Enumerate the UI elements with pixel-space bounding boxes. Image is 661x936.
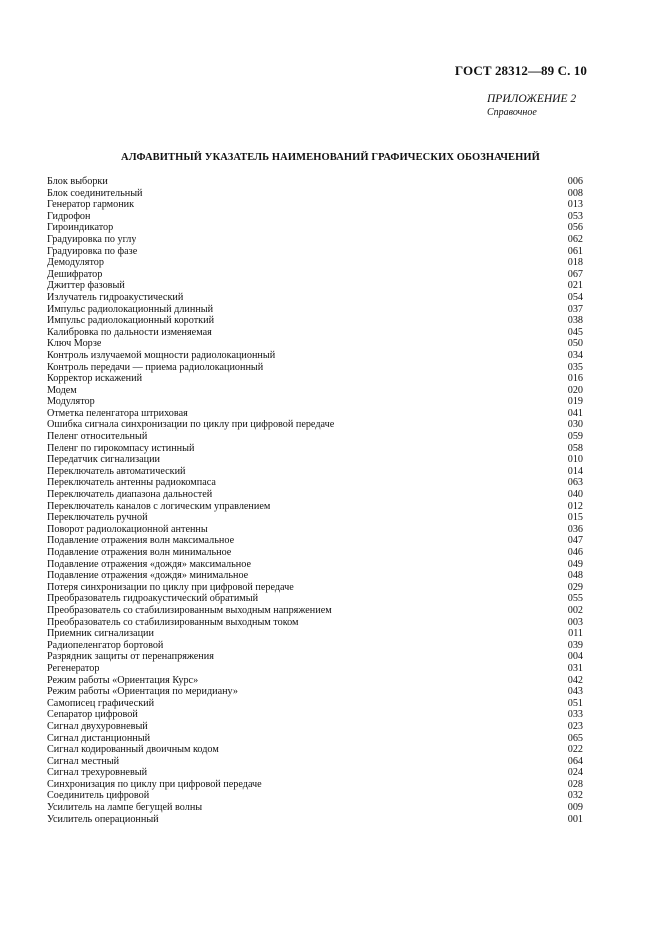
index-entry-name: Модем xyxy=(47,384,77,396)
index-entry-code: 050 xyxy=(567,338,583,350)
index-entry-code: 023 xyxy=(567,720,583,732)
index-entry-name: Градуировка по углу xyxy=(47,233,137,245)
index-entry-code: 020 xyxy=(567,384,583,396)
index-entry-code: 048 xyxy=(567,570,583,582)
index-entry-code: 015 xyxy=(567,512,583,524)
index-entry xyxy=(47,663,583,675)
index-entry-code: 041 xyxy=(567,407,583,419)
index-entry xyxy=(47,477,583,489)
index-entry-code: 011 xyxy=(568,628,583,640)
index-entry-code: 046 xyxy=(567,547,583,558)
index-entry xyxy=(47,466,583,478)
index-entry-code: 065 xyxy=(567,732,583,744)
index-entry xyxy=(47,512,583,524)
index-entry-code: 016 xyxy=(567,373,583,385)
index-entry xyxy=(47,489,583,501)
index-entry-code: 022 xyxy=(567,744,583,756)
index-entry xyxy=(47,802,583,814)
index-entry xyxy=(47,176,583,188)
index-entry xyxy=(47,257,583,269)
index-entry-name: Разрядник защиты от перенапряжения xyxy=(47,651,214,663)
index-entry-name: Контроль излучаемой мощности радиолокационный xyxy=(47,349,276,361)
index-entry-name: Сигнал кодированный двоичным кодом xyxy=(47,744,219,756)
index-entry-name: Генератор гармоник xyxy=(47,199,135,211)
index-entry xyxy=(47,767,583,779)
index-entry-name: Подавление отражения волн максимальное xyxy=(47,535,235,547)
index-entry-code: 051 xyxy=(567,697,583,709)
index-entry xyxy=(47,617,583,629)
index-entry-name: Усилитель операционный xyxy=(47,813,159,825)
index-entry xyxy=(47,292,583,304)
index-entry-code: 010 xyxy=(567,454,583,466)
index-entry-name: Синхронизация по циклу при цифровой передаче xyxy=(47,778,262,790)
appendix-type: Справочное xyxy=(487,107,537,118)
index-entry-name: Сепаратор цифровой xyxy=(47,709,138,721)
index-entry xyxy=(47,222,583,234)
index-entry-name: Калибровка по дальности изменяемая xyxy=(47,326,212,338)
index-entry-name: Потеря синхронизации по циклу при цифровой передаче xyxy=(47,581,294,593)
index-entry-code: 038 xyxy=(567,315,583,327)
index-entry-name: Джиттер фазовый xyxy=(47,280,125,292)
index-entry-name: Сигнал дистанционный xyxy=(47,732,151,744)
index-entry xyxy=(47,431,583,443)
alphabetical-index-list xyxy=(47,176,583,825)
index-entry xyxy=(47,686,583,698)
index-entry xyxy=(47,675,583,687)
index-entry-name: Регенератор xyxy=(47,662,100,674)
index-entry-name: Преобразователь со стабилизированным выходным током xyxy=(47,616,299,628)
index-entry-code: 029 xyxy=(567,581,583,593)
index-entry-name: Пеленг по гирокомпасу истинный xyxy=(47,442,195,454)
index-entry-name: Переключатель каналов с логическим управлением xyxy=(47,500,271,512)
index-entry-name: Ошибка сигнала синхронизации по циклу при цифровой передаче xyxy=(47,419,335,431)
index-entry xyxy=(47,373,583,385)
index-entry-code: 053 xyxy=(567,210,583,222)
document-title: АЛФАВИТНЫЙ УКАЗАТЕЛЬ НАИМЕНОВАНИЙ ГРАФИЧЕСКИХ ОБОЗНАЧЕНИЙ xyxy=(121,152,540,163)
index-entry-code: 054 xyxy=(567,291,583,303)
index-entry-code: 059 xyxy=(567,431,583,443)
index-entry-name: Корректор искажений xyxy=(47,373,143,385)
index-entry-code: 001 xyxy=(567,813,583,825)
index-entry xyxy=(47,582,583,594)
index-entry xyxy=(47,211,583,223)
page-header-standard: ГОСТ 28312—89 С. 10 xyxy=(454,63,587,78)
index-entry-code: 045 xyxy=(567,326,583,338)
index-entry xyxy=(47,605,583,617)
index-entry xyxy=(47,790,583,802)
index-entry-name: Демодулятор xyxy=(47,257,104,269)
index-entry xyxy=(47,628,583,640)
index-entry xyxy=(47,640,583,652)
index-entry-name: Сигнал двухуровневый xyxy=(47,720,148,732)
index-entry-code: 006 xyxy=(567,176,583,187)
index-entry-code: 043 xyxy=(567,686,583,698)
index-entry-name: Сигнал трехуровневый xyxy=(47,767,148,779)
index-entry-code: 009 xyxy=(567,802,583,814)
index-entry xyxy=(47,246,583,258)
index-entry-code: 037 xyxy=(567,303,583,315)
index-entry-code: 067 xyxy=(567,268,583,280)
index-entry xyxy=(47,733,583,745)
index-entry-code: 019 xyxy=(567,396,583,408)
index-entry-name: Градуировка по фазе xyxy=(47,245,138,257)
index-entry xyxy=(47,814,583,826)
index-entry xyxy=(47,744,583,756)
index-entry xyxy=(47,570,583,582)
index-entry-name: Самописец графический xyxy=(47,697,155,709)
index-entry-name: Подавление отражения «дождя» минимальное xyxy=(47,570,249,582)
index-entry-code: 058 xyxy=(567,442,583,454)
index-entry-name: Подавление отражения «дождя» максимальное xyxy=(47,558,251,570)
index-entry-name: Радиопеленгатор бортовой xyxy=(47,639,164,651)
index-entry-code: 047 xyxy=(567,535,583,547)
index-entry-code: 039 xyxy=(567,639,583,651)
index-entry xyxy=(47,535,583,547)
index-entry-name: Дешифратор xyxy=(47,268,103,280)
index-entry xyxy=(47,559,583,571)
index-entry-name: Отметка пеленгатора штриховая xyxy=(47,407,188,419)
index-entry-name: Переключатель ручной xyxy=(47,512,148,524)
index-entry xyxy=(47,396,583,408)
index-entry-code: 042 xyxy=(567,674,583,686)
index-entry xyxy=(47,188,583,200)
index-entry-name: Переключатель диапазона дальностей xyxy=(47,489,213,501)
index-entry-code: 030 xyxy=(567,419,583,431)
index-entry-code: 024 xyxy=(567,767,583,779)
index-entry xyxy=(47,443,583,455)
index-entry xyxy=(47,593,583,605)
index-entry xyxy=(47,234,583,246)
index-entry-code: 018 xyxy=(567,257,583,269)
index-entry-name: Контроль передачи — приема радиолокационный xyxy=(47,361,264,373)
index-entry-code: 049 xyxy=(567,558,583,570)
index-entry xyxy=(47,524,583,536)
index-entry-code: 040 xyxy=(567,489,583,501)
index-entry-name: Ключ Морзе xyxy=(47,338,102,350)
index-entry-code: 014 xyxy=(567,465,583,477)
index-entry xyxy=(47,315,583,327)
index-entry-code: 056 xyxy=(567,222,583,234)
index-entry-code: 061 xyxy=(567,245,583,257)
index-entry xyxy=(47,721,583,733)
index-entry-code: 055 xyxy=(567,593,583,605)
index-entry-name: Излучатель гидроакустический xyxy=(47,291,184,303)
index-entry-name: Приемник сигнализации xyxy=(47,628,154,640)
index-entry-name: Передатчик сигнализации xyxy=(47,454,160,466)
index-entry xyxy=(47,327,583,339)
index-entry xyxy=(47,698,583,710)
index-entry-code: 012 xyxy=(567,500,583,512)
index-entry-name: Поворот радиолокационной антенны xyxy=(47,523,208,535)
index-entry-name: Преобразователь гидроакустический обратимый xyxy=(47,593,259,605)
index-entry-name: Сигнал местный xyxy=(47,755,120,767)
index-entry-code: 028 xyxy=(567,778,583,790)
index-entry-name: Переключатель антенны радиокомпаса xyxy=(47,477,216,489)
index-entry-code: 035 xyxy=(567,361,583,373)
index-entry-name: Усилитель на лампе бегущей волны xyxy=(47,802,203,814)
index-entry-code: 063 xyxy=(567,477,583,489)
index-entry xyxy=(47,280,583,292)
index-entry-code: 034 xyxy=(567,349,583,361)
index-entry-name: Гидрофон xyxy=(47,210,91,222)
index-entry-name: Соединитель цифровой xyxy=(47,790,150,802)
index-entry xyxy=(47,651,583,663)
index-entry-code: 062 xyxy=(567,233,583,245)
index-entry xyxy=(47,385,583,397)
index-entry-code: 031 xyxy=(567,662,583,674)
index-entry xyxy=(47,199,583,211)
index-entry-code: 004 xyxy=(567,651,583,663)
index-entry-name: Гироиндикатор xyxy=(47,222,114,234)
index-entry xyxy=(47,779,583,791)
index-entry-code: 033 xyxy=(567,709,583,721)
index-entry-code: 008 xyxy=(567,187,583,199)
index-entry-code: 003 xyxy=(567,616,583,628)
index-entry-code: 036 xyxy=(567,523,583,535)
index-entry-name: Подавление отражения волн минимальное xyxy=(47,547,232,558)
index-entry xyxy=(47,269,583,281)
index-entry-name: Блок выборки xyxy=(47,176,108,187)
index-entry xyxy=(47,408,583,420)
index-entry xyxy=(47,756,583,768)
index-entry-code: 002 xyxy=(567,604,583,616)
index-entry-name: Импульс радиолокационный короткий xyxy=(47,315,215,327)
index-entry xyxy=(47,350,583,362)
index-entry xyxy=(47,501,583,513)
index-entry-name: Режим работы «Ориентация Курс» xyxy=(47,674,199,686)
index-entry xyxy=(47,304,583,316)
index-entry xyxy=(47,454,583,466)
index-entry xyxy=(47,709,583,721)
index-entry-name: Импульс радиолокационный длинный xyxy=(47,303,214,315)
index-entry xyxy=(47,362,583,374)
index-entry-name: Режим работы «Ориентация по меридиану» xyxy=(47,686,239,698)
index-entry-name: Модулятор xyxy=(47,396,95,408)
appendix-block xyxy=(487,93,576,119)
index-entry-name: Преобразователь со стабилизированным выходным напряжением xyxy=(47,604,332,616)
index-entry-code: 064 xyxy=(567,755,583,767)
index-entry-name: Переключатель автоматический xyxy=(47,465,186,477)
index-entry xyxy=(47,419,583,431)
index-entry-name: Блок соединительный xyxy=(47,187,143,199)
index-entry-name: Пеленг относительный xyxy=(47,431,148,443)
index-entry-code: 032 xyxy=(567,790,583,802)
index-entry xyxy=(47,338,583,350)
appendix-label: ПРИЛОЖЕНИЕ 2 xyxy=(487,93,577,105)
index-entry-code: 021 xyxy=(567,280,583,292)
index-entry-code: 013 xyxy=(567,199,583,211)
index-entry xyxy=(47,547,583,559)
